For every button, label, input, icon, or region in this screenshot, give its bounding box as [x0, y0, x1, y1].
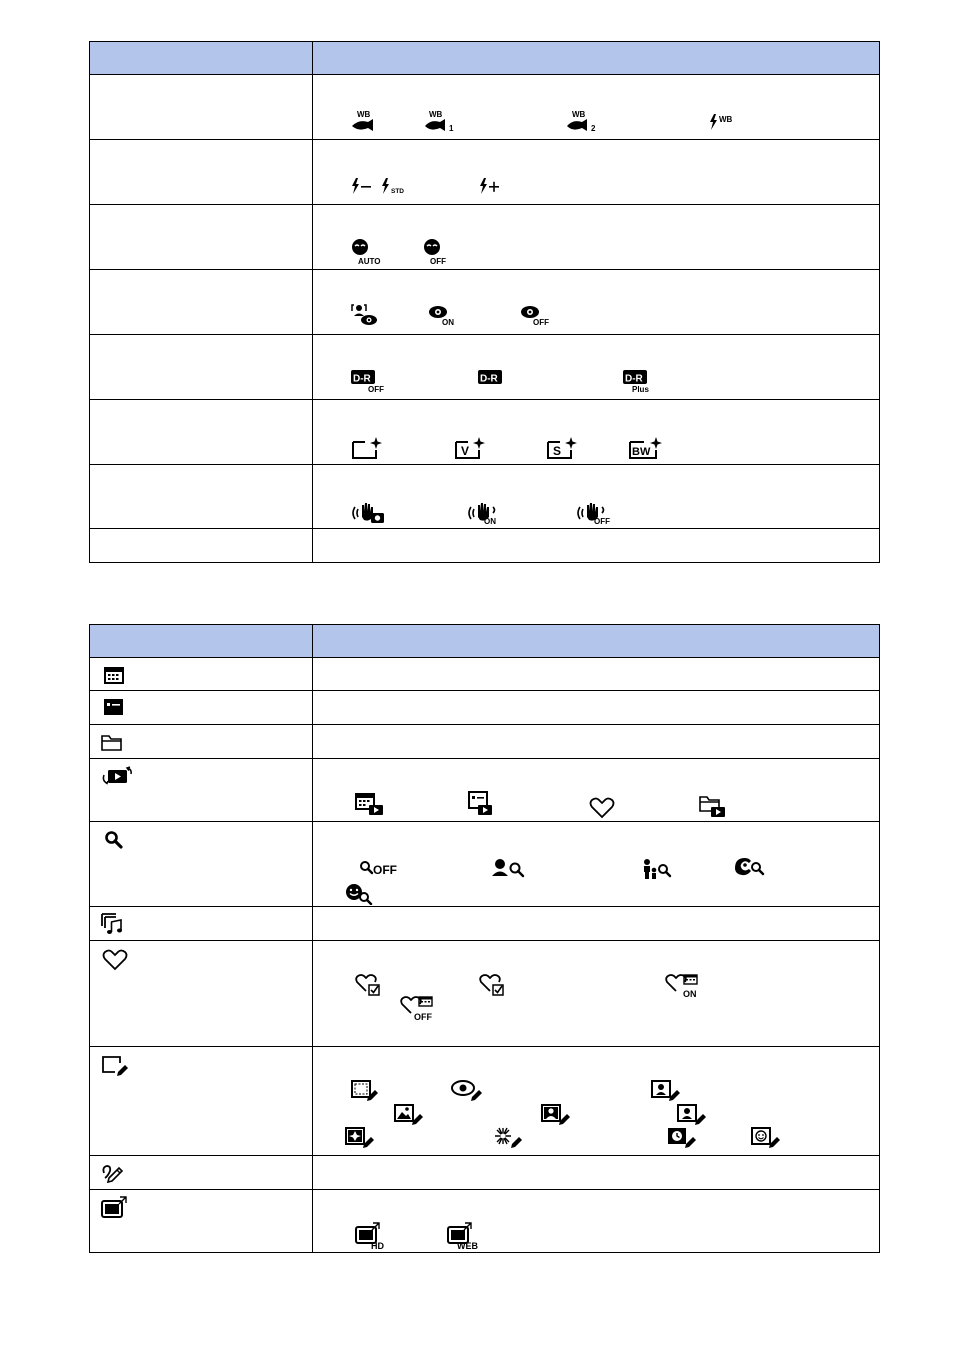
slideshow-folder-icon: [699, 795, 729, 819]
row-label-cell: [90, 725, 313, 759]
retouch-soft-focus-icon: [394, 1104, 424, 1126]
slideshow-icon: [101, 765, 135, 791]
svg-text:S: S: [553, 444, 562, 458]
wb-flash-icon: [709, 113, 739, 131]
svg-text:ON: ON: [683, 989, 697, 999]
blink-off-icon: [520, 303, 554, 327]
slideshow-row: [90, 759, 880, 822]
flash-standard-icon: [381, 177, 407, 195]
svg-text:D-R: D-R: [353, 373, 371, 385]
row-options-cell: [313, 822, 880, 907]
wb-underwater-auto-icon: [351, 109, 381, 133]
svg-text:ON: ON: [484, 517, 496, 525]
table2-header-right: [313, 625, 880, 658]
search-off-icon: [359, 860, 403, 878]
retouch-icon: [101, 1055, 129, 1081]
svg-text:D-R: D-R: [625, 373, 643, 385]
wb-underwater-2-icon: [567, 109, 601, 133]
date-view-row: [90, 691, 880, 725]
row-options-cell: [313, 691, 880, 725]
resize-hd-icon: [355, 1222, 389, 1250]
row-options-cell: [313, 400, 880, 465]
svg-text:ON: ON: [442, 318, 454, 327]
color-mode-row: [90, 400, 880, 465]
row-label-cell: [90, 1190, 313, 1253]
retouch-star-filter-icon: [493, 1127, 523, 1149]
row-options-cell: [313, 941, 880, 1047]
settings-table-1: [89, 41, 880, 563]
retouch-miniature-icon: [345, 1127, 375, 1149]
row-label-cell: [90, 205, 313, 270]
steadyshot-auto-icon: [351, 501, 387, 525]
red-eye-off-icon: [423, 237, 453, 265]
slideshow-date-icon: [468, 791, 498, 817]
steadyshot-row: [90, 465, 880, 529]
color-sepia-icon: [546, 436, 578, 460]
row-options-cell: [313, 1047, 880, 1156]
row-label-cell: [90, 941, 313, 1047]
slideshow-calendar-icon: [355, 793, 385, 817]
red-eye-reduction-row: [90, 205, 880, 270]
row-options-cell: [313, 465, 880, 529]
retouch-row: [90, 1047, 880, 1156]
retouch-unsharp-icon: [677, 1104, 707, 1126]
steadyshot-off-icon: [576, 501, 614, 525]
row-label-cell: [90, 400, 313, 465]
resize-row: [90, 1190, 880, 1253]
row-label-cell: [90, 75, 313, 140]
svg-text:WB: WB: [572, 110, 586, 119]
blink-on-icon: [428, 303, 460, 327]
dro-row: [90, 335, 880, 400]
search-row: [90, 822, 880, 907]
flash-minus-icon: [351, 177, 375, 195]
paint-row: [90, 1156, 880, 1190]
folder-view-row: [90, 725, 880, 759]
wb-underwater-1-icon: [425, 109, 459, 133]
svg-text:OFF: OFF: [430, 257, 446, 265]
row-options-cell: [313, 205, 880, 270]
steadyshot-on-icon: [467, 501, 503, 525]
calendar-icon: [104, 667, 124, 689]
svg-text:WEB: WEB: [457, 1241, 478, 1250]
svg-text:Plus: Plus: [632, 385, 649, 394]
row-options-cell: [313, 529, 880, 563]
row-options-cell: [313, 140, 880, 205]
row-label-cell: [90, 822, 313, 907]
row-label-cell: [90, 140, 313, 205]
svg-text:2: 2: [591, 124, 596, 133]
color-normal-icon: [351, 436, 383, 460]
row-label-cell: [90, 658, 313, 691]
svg-text:OFF: OFF: [373, 863, 397, 877]
row-label-cell: [90, 759, 313, 822]
svg-text:WB: WB: [357, 110, 371, 119]
date-list-icon: [104, 699, 124, 721]
blink-auto-icon: [351, 303, 381, 327]
search-smile-icon: [345, 883, 379, 905]
music-row: [90, 907, 880, 941]
dro-plus-icon: [623, 368, 661, 394]
svg-text:AUTO: AUTO: [358, 257, 381, 265]
paint-icon: [101, 1163, 127, 1187]
retouch-smile-icon: [751, 1127, 781, 1149]
red-eye-auto-icon: [351, 237, 381, 265]
svg-text:OFF: OFF: [533, 318, 549, 327]
row-label-cell: [90, 1047, 313, 1156]
retouch-red-eye-icon: [451, 1080, 483, 1102]
search-child-icon: [641, 858, 675, 880]
row-options-cell: [313, 1190, 880, 1253]
svg-text:HD: HD: [371, 1241, 384, 1250]
row-label-cell: [90, 335, 313, 400]
table2-header-left: [90, 625, 313, 658]
heart-icon: [102, 949, 128, 975]
color-bw-icon: [628, 436, 664, 460]
svg-text:1: 1: [449, 124, 454, 133]
svg-text:OFF: OFF: [368, 385, 384, 394]
slideshow-favorites-icon: [589, 797, 615, 819]
row-options-cell: [313, 658, 880, 691]
favorite-remove-icon: [479, 973, 507, 997]
svg-text:WB: WB: [719, 115, 733, 124]
search-baby-icon: [733, 856, 769, 878]
svg-text:WB: WB: [429, 110, 443, 119]
retouch-time-icon: [667, 1127, 697, 1149]
closed-eyes-detection-row: [90, 270, 880, 335]
dro-off-icon: [351, 368, 389, 394]
row-label-cell: [90, 1156, 313, 1190]
row-label-cell: [90, 270, 313, 335]
dro-standard-icon: [478, 370, 504, 386]
search-icon: [104, 830, 124, 854]
row-options-cell: [313, 725, 880, 759]
flash-level-row: [90, 140, 880, 205]
resize-icon: [101, 1196, 129, 1224]
svg-text:D-R: D-R: [480, 373, 498, 385]
retouch-face-portrait-icon: [651, 1080, 681, 1102]
table1-header-right: [313, 42, 880, 75]
row-label-cell: [90, 465, 313, 529]
row-options-cell: [313, 75, 880, 140]
resize-web-icon: [447, 1222, 485, 1250]
row-label-cell: [90, 691, 313, 725]
calendar-view-row: [90, 658, 880, 691]
row-label-cell: [90, 907, 313, 941]
row-options-cell: [313, 270, 880, 335]
retouch-partial-color-icon: [541, 1104, 571, 1126]
svg-text:OFF: OFF: [594, 517, 610, 525]
retouch-trimming-icon: [351, 1080, 379, 1102]
favorites-row: [90, 941, 880, 1047]
table1-header-left: [90, 42, 313, 75]
svg-text:OFF: OFF: [414, 1012, 432, 1022]
row-options-cell: [313, 1156, 880, 1190]
row-options-cell: [313, 335, 880, 400]
music-icon: [101, 913, 125, 939]
flash-plus-icon: [479, 177, 503, 195]
empty-row: [90, 529, 880, 563]
row-label-cell: [90, 529, 313, 563]
svg-text:BW: BW: [632, 446, 651, 458]
svg-text:V: V: [461, 444, 470, 458]
row-options-cell: [313, 907, 880, 941]
svg-text:STD: STD: [391, 188, 404, 195]
favorite-on-icon: [665, 973, 703, 999]
folder-icon: [101, 734, 123, 756]
favorite-add-icon: [355, 973, 383, 997]
row-options-cell: [313, 759, 880, 822]
search-face-icon: [491, 858, 527, 880]
favorite-off-icon: [400, 995, 440, 1023]
color-vivid-icon: [454, 436, 486, 460]
settings-table-2: [89, 624, 880, 1253]
white-balance-under-water-row: [90, 75, 880, 140]
